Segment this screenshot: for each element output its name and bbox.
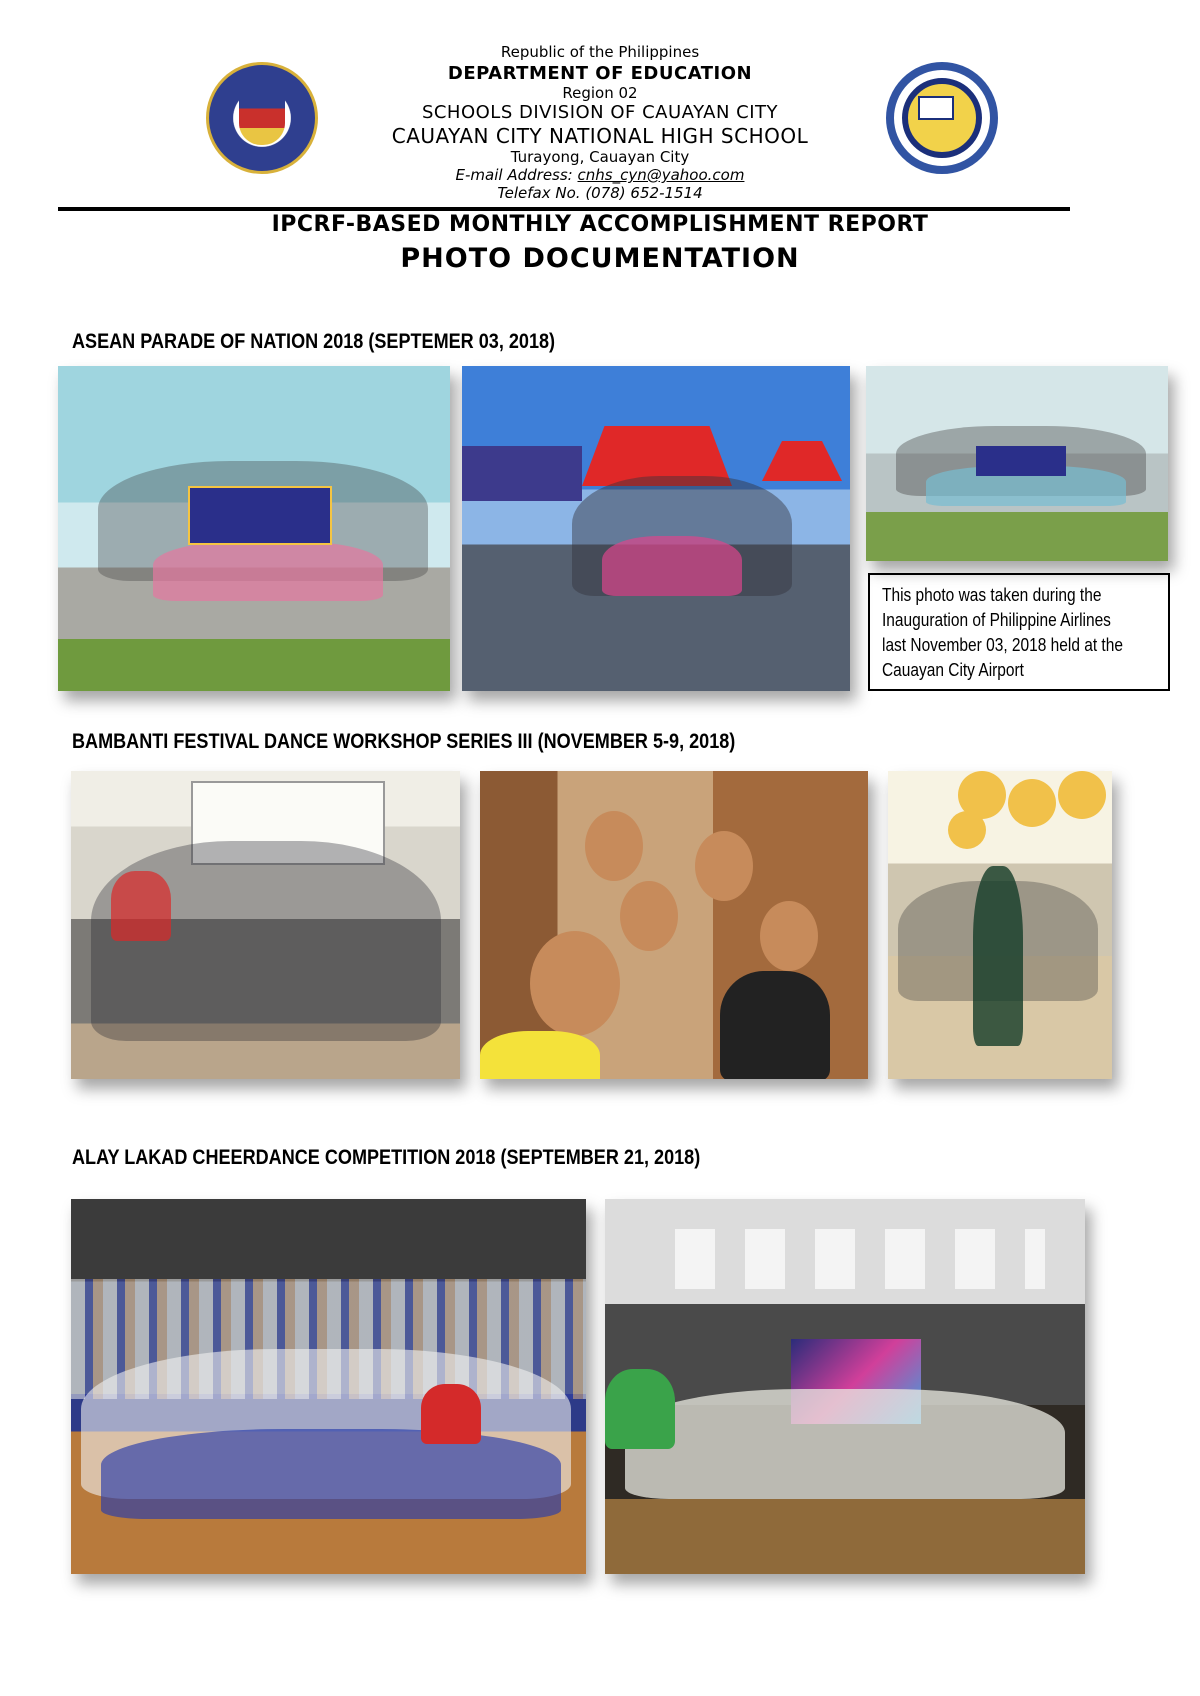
section-title-asean-parade: ASEAN PARADE OF NATION 2018 (SEPTEMER 03, 2018) xyxy=(72,330,556,353)
section-title-bambanti-workshop: BAMBANTI FESTIVAL DANCE WORKSHOP SERIES III (NOVEMBER 5-9, 2018) xyxy=(72,730,736,753)
caption-line: Cauayan City Airport xyxy=(882,660,1024,680)
caption-line: This photo was taken during the xyxy=(882,585,1102,605)
caption-line: Inauguration of Philippine Airlines xyxy=(882,610,1111,630)
report-title: IPCRF-BASED MONTHLY ACCOMPLISHMENT REPORT xyxy=(271,212,929,237)
header-republic: Republic of the Philippines xyxy=(500,43,700,61)
photo-asean-group-banner xyxy=(58,366,450,691)
photo-workshop-group xyxy=(71,771,460,1079)
photo-caption-note xyxy=(868,573,1170,691)
photo-asean-tent-group xyxy=(462,366,850,691)
section-title-alay-lakad: ALAY LAKAD CHEERDANCE COMPETITION 2018 (SEPTEMBER 21, 2018) xyxy=(72,1146,701,1169)
report-subtitle: PHOTO DOCUMENTATION xyxy=(400,243,800,274)
photo-cheerdance-stage xyxy=(605,1199,1085,1574)
header-school-name: CAUAYAN CITY NATIONAL HIGH SCHOOL xyxy=(391,124,809,148)
header-telefax: Telefax No. (078) 652-1514 xyxy=(497,184,703,202)
header-division: SCHOOLS DIVISION OF CAUAYAN CITY xyxy=(421,102,779,123)
email-link[interactable]: cnhs_cyn@yahoo.com xyxy=(577,166,745,184)
photo-workshop-dancing xyxy=(888,771,1112,1079)
header-divider xyxy=(58,207,1070,211)
photo-workshop-selfie xyxy=(480,771,868,1079)
header-email xyxy=(0,166,1200,184)
photo-airport-inauguration xyxy=(866,366,1168,561)
photo-cheerdance-gym-group xyxy=(71,1199,586,1574)
header-department: DEPARTMENT OF EDUCATION xyxy=(447,63,753,84)
header-address: Turayong, Cauayan City xyxy=(510,148,690,166)
caption-line: last November 03, 2018 held at the xyxy=(882,635,1123,655)
email-label: E-mail Address: xyxy=(455,166,578,184)
header-region: Region 02 xyxy=(562,84,638,102)
